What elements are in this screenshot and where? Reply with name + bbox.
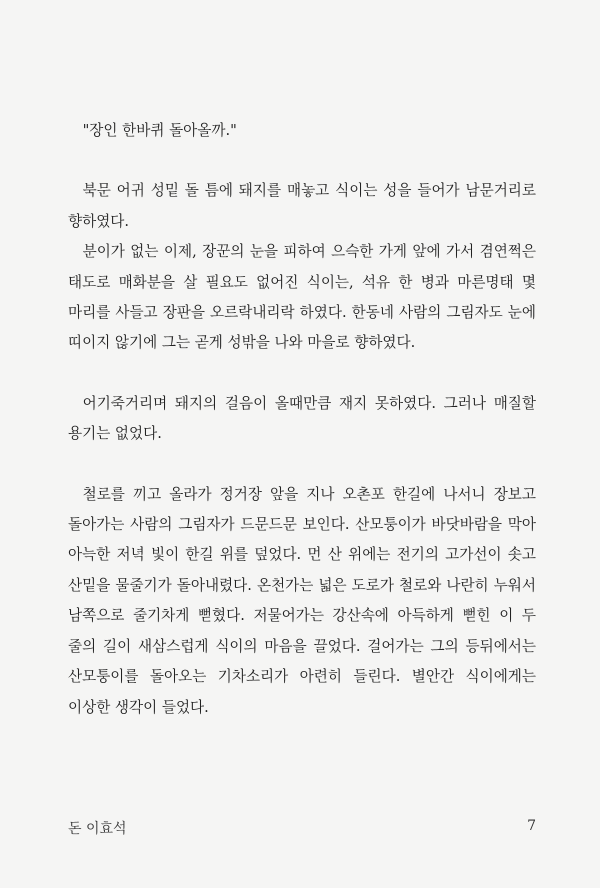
paragraph-4: 어기죽거리며 돼지의 걸음이 올때만큼 재지 못하였다. 그러나 매질할 용기는 없었다. <box>68 394 536 443</box>
paragraph-5: 철로를 끼고 올라가 정거장 앞을 지나 오촌포 한길에 나서니 장보고 돌아가는 사람의 그림자가 드문드문 보인다. 산모퉁이가 바닷바람을 막아 아늑한 저녁 빛이 한길 위를 덮었다. 먼 산 위에는 전기의 고가선이 솟고 산밑을 물줄기가 돌아내렸다. 온천가는 넓은 도로가 철로와 나란히 누워서 남쪽으로 줄기차게 뻗혔다. 저물어가는 강산속에 아득하게 뻗힌 이 두 줄의 길이 새삼스럽게 식이의 마음을 끌었다. 걸어가는 그의 등뒤에서는 산모퉁이를 돌아오는 기차소리가 아련히 들린다. 별안간 식이에게는 이상한 생각이 들었다. <box>68 485 536 716</box>
book-title: 돈 이효석 <box>68 821 127 837</box>
paragraph-1: "장인 한바퀴 돌아올까." <box>82 122 237 139</box>
page-number: 7 <box>527 818 536 834</box>
paragraph-3: 분이가 없는 이제, 장꾼의 눈을 피하여 으슥한 가게 앞에 가서 겸연쩍은 태도로 매화분을 살 필요도 없어진 식이는, 석유 한 병과 마른명태 몇 마리를 사들고 장판을 오르락내리락 하였다. 한동네 사람의 그림자도 눈에 띠이지 않기에 그는 곧게 성밖을 나와 마을로 향하였다. <box>68 243 536 352</box>
body-text <box>68 116 536 723</box>
page-footer <box>68 818 536 838</box>
paragraph-2: 북문 어귀 성밑 돌 틈에 돼지를 매놓고 식이는 성을 들어가 남문거리로 향하였다. <box>68 182 536 230</box>
